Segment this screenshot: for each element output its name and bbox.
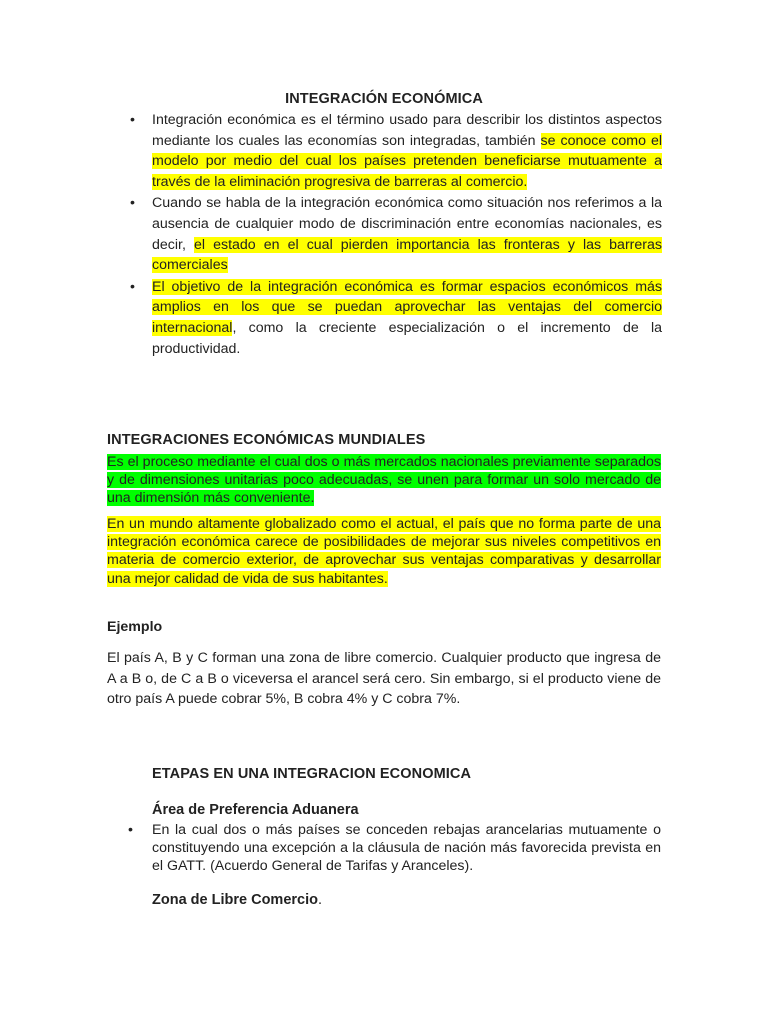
- integracion-bullet-list: [106, 110, 662, 360]
- green-highlighted-text: Es el proceso mediante el cual dos o más mercados nacionales previamente separados y de dimensiones unitarias poco adecuadas, se unen para formar un solo mercado de una dimensión más conveniente.: [107, 454, 661, 507]
- section-title-integracion: INTEGRACIÓN ECONÓMICA: [285, 91, 483, 107]
- highlighted-text: El objetivo de la integración económica es formar espacios económicos más amplios en los que se puedan aprovechar las ventajas del comercio internacional: [152, 278, 662, 336]
- bullet-text: En la cual dos o más países se conceden rebajas arancelarias mutuamente o constituyendo una excepción a la cláusula de nación más favorecida prevista en el GATT. (Acuerdo General de Tarifas y Aranceles).: [152, 822, 661, 875]
- list-item: [106, 193, 662, 275]
- etapas-bullet-list: [107, 821, 661, 876]
- example-title: Ejemplo: [107, 619, 163, 635]
- example-paragraph: El país A, B y C forman una zona de libre comercio. Cualquier producto que ingresa de A a B o, de C a B o viceversa el arancel será cero. Sin embargo, si el producto viene de otro país A puede cobrar 5%, B cobra 4% y C cobra 7%.: [107, 650, 661, 708]
- section-title-etapas: ETAPAS EN UNA INTEGRACION ECONOMICA: [152, 766, 472, 782]
- bullet-icon: •: [130, 278, 135, 295]
- subtitle-text: Zona de Libre Comercio: [152, 892, 318, 908]
- paragraph-globalization: [107, 515, 661, 588]
- paragraph-definition: [107, 453, 661, 508]
- list-item: [106, 110, 662, 192]
- section-title-mundiales: INTEGRACIONES ECONÓMICAS MUNDIALES: [107, 432, 426, 448]
- bullet-text: Integración económica es el término usado para describir los distintos aspectos mediante los cuales las economías son integradas, también: [152, 112, 662, 149]
- list-item: [107, 821, 661, 876]
- bullet-text: Cuando se habla de la integración económica como situación nos referimos a la ausencia de cualquier modo de discriminación entre economías nacionales, es decir,: [152, 195, 662, 253]
- highlighted-text: se conoce como el modelo por medio del cual los países pretenden beneficiarse mutuamente a través de la eliminación progresiva de barreras al comercio.: [152, 132, 662, 190]
- highlighted-text: el estado en el cual pierden importancia las fronteras y las barreras comerciales: [152, 236, 662, 274]
- list-item: [106, 277, 662, 359]
- yellow-highlighted-text: En un mundo altamente globalizado como el actual, el país que no forma parte de una integración económica carece de posibilidades de mejorar sus niveles competitivos en materia de comercio exterior, de aprovechar sus ventajas comparativas y desarrollar una mejor calidad de vida de sus habitantes.: [107, 516, 661, 587]
- subtitle-area-preferencia: Área de Preferencia Aduanera: [152, 802, 359, 818]
- subtitle-suffix: .: [317, 892, 323, 908]
- bullet-text-after: , como la creciente especialización o el incremento de la productividad.: [152, 319, 662, 357]
- bullet-icon: •: [130, 112, 135, 128]
- subtitle-zona-libre-comercio: [152, 892, 322, 908]
- bullet-icon: •: [130, 195, 135, 212]
- bullet-icon: •: [128, 822, 133, 838]
